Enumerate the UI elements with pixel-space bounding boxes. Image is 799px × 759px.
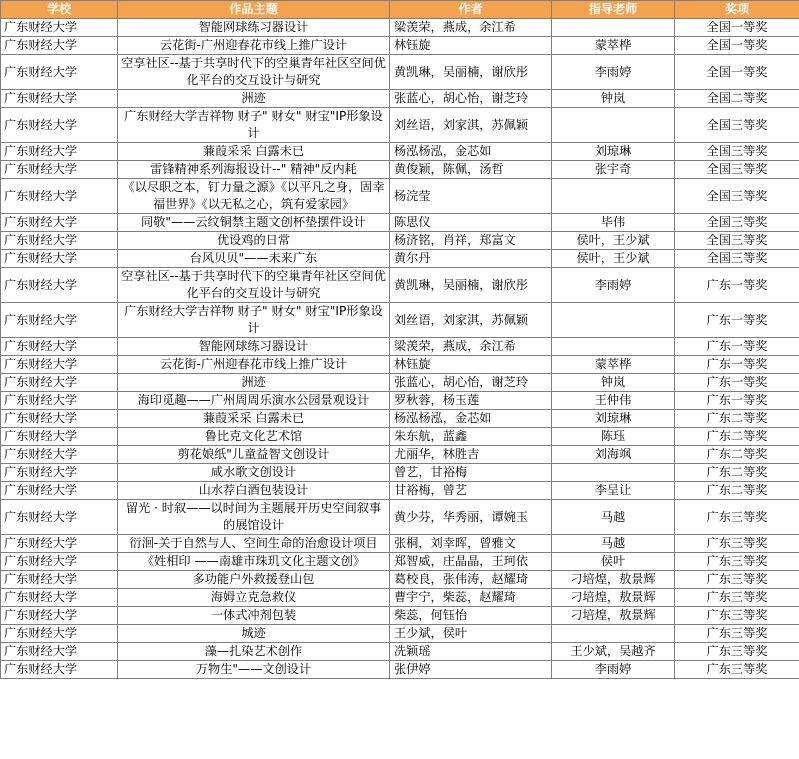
award-cell: 广东三等奖: [675, 571, 799, 589]
table-row: [1, 535, 799, 553]
award-cell: 广东二等奖: [675, 410, 799, 428]
teacher-cell: [552, 19, 675, 37]
table-row: [1, 607, 799, 625]
header-award[interactable]: 奖项: [675, 1, 799, 19]
teacher-cell: 李雨婷: [552, 55, 675, 90]
table-row: [1, 143, 799, 161]
teacher-cell: 刁培煌，敖景辉: [552, 607, 675, 625]
author-cell: 黄俊颖，陈佩，汤哲: [390, 161, 552, 179]
school-cell: 广东财经大学: [1, 90, 118, 108]
table-row: [1, 37, 799, 55]
title-cell: 《姓相印 ——南雄市珠玑文化主题文创》: [118, 553, 390, 571]
teacher-cell: 马越: [552, 535, 675, 553]
table-body: [1, 19, 799, 679]
table-row: [1, 374, 799, 392]
title-cell: 蒹葭采采 白露未已: [118, 143, 390, 161]
title-cell: 空享社区--基于共享时代下的空巢青年社区空间优化平台的交互设计与研究: [118, 55, 390, 90]
school-cell: 广东财经大学: [1, 374, 118, 392]
school-cell: 广东财经大学: [1, 108, 118, 143]
table-row: [1, 625, 799, 643]
table-row: [1, 553, 799, 571]
award-cell: 全国三等奖: [675, 108, 799, 143]
award-cell: 广东三等奖: [675, 500, 799, 535]
title-cell: 一体式冲剂包装: [118, 607, 390, 625]
title-cell: 云花街-广州迎春花市线上推广设计: [118, 356, 390, 374]
award-cell: 广东三等奖: [675, 589, 799, 607]
school-cell: 广东财经大学: [1, 179, 118, 214]
table-row: [1, 482, 799, 500]
table-row: [1, 250, 799, 268]
award-cell: 广东一等奖: [675, 268, 799, 303]
table-row: [1, 338, 799, 356]
teacher-cell: [552, 108, 675, 143]
title-cell: 藻—扎染艺术创作: [118, 643, 390, 661]
title-cell: 广东财经大学吉祥物 财子" 财女" 财宝"IP形象设计: [118, 108, 390, 143]
table-row: [1, 661, 799, 679]
title-cell: 优设鸡的日常: [118, 232, 390, 250]
award-cell: 广东一等奖: [675, 356, 799, 374]
teacher-cell: 蒙萃桦: [552, 356, 675, 374]
author-cell: 张桐，刘幸晖，曾雅文: [390, 535, 552, 553]
author-cell: 曹宇宁，柴蕊，赵耀琦: [390, 589, 552, 607]
author-cell: 杨济铭，肖祥，郑富文: [390, 232, 552, 250]
award-cell: 全国三等奖: [675, 161, 799, 179]
award-cell: 广东一等奖: [675, 338, 799, 356]
table-row: [1, 108, 799, 143]
author-cell: 梁羡荣，燕成，余江希: [390, 19, 552, 37]
teacher-cell: 陈珏: [552, 428, 675, 446]
award-cell: 广东三等奖: [675, 625, 799, 643]
title-cell: 海姆立克急救仪: [118, 589, 390, 607]
teacher-cell: 刁培煌，敖景辉: [552, 589, 675, 607]
school-cell: 广东财经大学: [1, 268, 118, 303]
award-cell: 全国三等奖: [675, 232, 799, 250]
award-cell: 全国一等奖: [675, 37, 799, 55]
title-cell: 洲迹: [118, 374, 390, 392]
school-cell: 广东财经大学: [1, 55, 118, 90]
school-cell: 广东财经大学: [1, 161, 118, 179]
title-cell: 衍洄-关于自然与人、空间生命的治愈设计项目: [118, 535, 390, 553]
teacher-cell: 钟岚: [552, 90, 675, 108]
table-row: [1, 90, 799, 108]
school-cell: 广东财经大学: [1, 482, 118, 500]
author-cell: 曾艺，甘裕梅: [390, 464, 552, 482]
teacher-cell: [552, 303, 675, 338]
title-cell: 多功能户外救援登山包: [118, 571, 390, 589]
header-author[interactable]: 作者: [390, 1, 552, 19]
title-cell: 蒹葭采采 白露未已: [118, 410, 390, 428]
school-cell: 广东财经大学: [1, 535, 118, 553]
author-cell: 黄凯琳，吴丽楠，谢欣彤: [390, 268, 552, 303]
award-cell: 广东二等奖: [675, 446, 799, 464]
table-row: [1, 589, 799, 607]
table-row: [1, 464, 799, 482]
header-teacher[interactable]: 指导老师: [552, 1, 675, 19]
award-cell: 全国二等奖: [675, 90, 799, 108]
author-cell: 甘裕梅，曾艺: [390, 482, 552, 500]
author-cell: 王少斌，侯叶: [390, 625, 552, 643]
school-cell: 广东财经大学: [1, 250, 118, 268]
table-row: [1, 161, 799, 179]
award-cell: 广东三等奖: [675, 661, 799, 679]
author-cell: 张蓝心，胡心怡，谢芝玲: [390, 90, 552, 108]
award-cell: 广东一等奖: [675, 303, 799, 338]
award-cell: 全国三等奖: [675, 179, 799, 214]
author-cell: 林钰旋: [390, 356, 552, 374]
author-cell: 杨泓杨泓，金芯如: [390, 143, 552, 161]
table-row: [1, 55, 799, 90]
teacher-cell: 刘海飒: [552, 446, 675, 464]
table-row: [1, 410, 799, 428]
author-cell: 梁羡荣，燕成，余江希: [390, 338, 552, 356]
teacher-cell: 李呈让: [552, 482, 675, 500]
author-cell: 冼颖瑶: [390, 643, 552, 661]
school-cell: 广东财经大学: [1, 643, 118, 661]
title-cell: 广东财经大学吉祥物 财子" 财女" 财宝"IP形象设计: [118, 303, 390, 338]
title-cell: 咸水歌文创设计: [118, 464, 390, 482]
award-cell: 全国三等奖: [675, 214, 799, 232]
award-cell: 广东二等奖: [675, 482, 799, 500]
author-cell: 葛校良，张伟涛，赵耀琦: [390, 571, 552, 589]
teacher-cell: 侯叶，王少斌: [552, 250, 675, 268]
title-cell: 剪花娘纸"儿童益智文创设计: [118, 446, 390, 464]
teacher-cell: 张宇奇: [552, 161, 675, 179]
author-cell: 陈思仪: [390, 214, 552, 232]
title-cell: 台风贝贝"——未来广东: [118, 250, 390, 268]
title-cell: 城迹: [118, 625, 390, 643]
title-cell: 智能网球练习器设计: [118, 338, 390, 356]
school-cell: 广东财经大学: [1, 428, 118, 446]
school-cell: 广东财经大学: [1, 338, 118, 356]
author-cell: 黄尔丹: [390, 250, 552, 268]
teacher-cell: 毕伟: [552, 214, 675, 232]
school-cell: 广东财经大学: [1, 410, 118, 428]
author-cell: 朱东航，蓝鑫: [390, 428, 552, 446]
title-cell: 洲迹: [118, 90, 390, 108]
title-cell: 海印觅趣——广州周周乐演水公园景观设计: [118, 392, 390, 410]
title-cell: 山水荐白酒包装设计: [118, 482, 390, 500]
teacher-cell: 刘琼琳: [552, 143, 675, 161]
school-cell: 广东财经大学: [1, 571, 118, 589]
school-cell: 广东财经大学: [1, 625, 118, 643]
table-row: [1, 643, 799, 661]
author-cell: 黄凯琳，吴丽楠，谢欣彤: [390, 55, 552, 90]
school-cell: 广东财经大学: [1, 553, 118, 571]
title-cell: 空享社区--基于共享时代下的空巢青年社区空间优化平台的交互设计与研究: [118, 268, 390, 303]
teacher-cell: 侯叶: [552, 553, 675, 571]
table-row: [1, 232, 799, 250]
table-row: [1, 19, 799, 37]
author-cell: 郑智威，庄晶晶，王珂依: [390, 553, 552, 571]
award-cell: 广东三等奖: [675, 643, 799, 661]
award-cell: 广东二等奖: [675, 428, 799, 446]
title-cell: 《以尽职之本，钉力量之源》《以平凡之身，固幸福世界》《以无私之心，筑有爱家园》: [118, 179, 390, 214]
title-cell: 留光 · 时叙——以时间为主题展开历史空间叙事的展馆设计: [118, 500, 390, 535]
school-cell: 广东财经大学: [1, 143, 118, 161]
award-cell: 全国一等奖: [675, 19, 799, 37]
author-cell: 刘丝语，刘家淇，苏佩颖: [390, 303, 552, 338]
teacher-cell: 王少斌，吴越齐: [552, 643, 675, 661]
teacher-cell: [552, 179, 675, 214]
award-cell: 广东二等奖: [675, 464, 799, 482]
table-row: [1, 392, 799, 410]
school-cell: 广东财经大学: [1, 303, 118, 338]
header-title[interactable]: 作品主题: [118, 1, 390, 19]
school-cell: 广东财经大学: [1, 500, 118, 535]
author-cell: 柴蕊，何钰怡: [390, 607, 552, 625]
table-row: [1, 303, 799, 338]
author-cell: 林钰旋: [390, 37, 552, 55]
award-cell: 广东一等奖: [675, 392, 799, 410]
author-cell: 刘丝语，刘家淇，苏佩颖: [390, 108, 552, 143]
table-row: [1, 446, 799, 464]
teacher-cell: 李雨婷: [552, 661, 675, 679]
award-cell: 全国三等奖: [675, 143, 799, 161]
header-school[interactable]: 学校: [1, 1, 118, 19]
author-cell: 张蓝心，胡心怡，谢芝玲: [390, 374, 552, 392]
teacher-cell: 马越: [552, 500, 675, 535]
teacher-cell: 王仲伟: [552, 392, 675, 410]
table-row: [1, 571, 799, 589]
school-cell: 广东财经大学: [1, 19, 118, 37]
teacher-cell: 刘琼琳: [552, 410, 675, 428]
title-cell: 同敬"——云纹铜禁主题文创杯垫摆件设计: [118, 214, 390, 232]
award-cell: 广东三等奖: [675, 607, 799, 625]
header-row: [1, 1, 799, 19]
table-row: [1, 179, 799, 214]
title-cell: 鲁比克文化艺术馆: [118, 428, 390, 446]
school-cell: 广东财经大学: [1, 661, 118, 679]
title-cell: 云花街-广州迎春花市线上推广设计: [118, 37, 390, 55]
title-cell: 雷锋精神系列海报设计--" 精神"反内耗: [118, 161, 390, 179]
award-cell: 广东三等奖: [675, 553, 799, 571]
table-row: [1, 214, 799, 232]
award-cell: 全国一等奖: [675, 55, 799, 90]
award-cell: 广东三等奖: [675, 535, 799, 553]
school-cell: 广东财经大学: [1, 446, 118, 464]
table-row: [1, 500, 799, 535]
teacher-cell: [552, 464, 675, 482]
teacher-cell: 刁培煌，敖景辉: [552, 571, 675, 589]
school-cell: 广东财经大学: [1, 392, 118, 410]
table-row: [1, 356, 799, 374]
school-cell: 广东财经大学: [1, 356, 118, 374]
teacher-cell: [552, 625, 675, 643]
title-cell: 万物生"——文创设计: [118, 661, 390, 679]
teacher-cell: 侯叶，王少斌: [552, 232, 675, 250]
author-cell: 尤丽华，林胜吉: [390, 446, 552, 464]
author-cell: 杨泓杨泓，金芯如: [390, 410, 552, 428]
school-cell: 广东财经大学: [1, 589, 118, 607]
author-cell: 张伊婷: [390, 661, 552, 679]
school-cell: 广东财经大学: [1, 37, 118, 55]
school-cell: 广东财经大学: [1, 232, 118, 250]
title-cell: 智能网球练习器设计: [118, 19, 390, 37]
teacher-cell: [552, 338, 675, 356]
table-row: [1, 428, 799, 446]
award-cell: 广东一等奖: [675, 374, 799, 392]
school-cell: 广东财经大学: [1, 464, 118, 482]
teacher-cell: 李雨婷: [552, 268, 675, 303]
author-cell: 罗秋蓉，杨玉莲: [390, 392, 552, 410]
author-cell: 杨浣莹: [390, 179, 552, 214]
award-cell: 全国三等奖: [675, 250, 799, 268]
school-cell: 广东财经大学: [1, 214, 118, 232]
teacher-cell: 蒙萃桦: [552, 37, 675, 55]
teacher-cell: 钟岚: [552, 374, 675, 392]
author-cell: 黄少芬，华秀丽，谭婉玉: [390, 500, 552, 535]
table-row: [1, 268, 799, 303]
school-cell: 广东财经大学: [1, 607, 118, 625]
